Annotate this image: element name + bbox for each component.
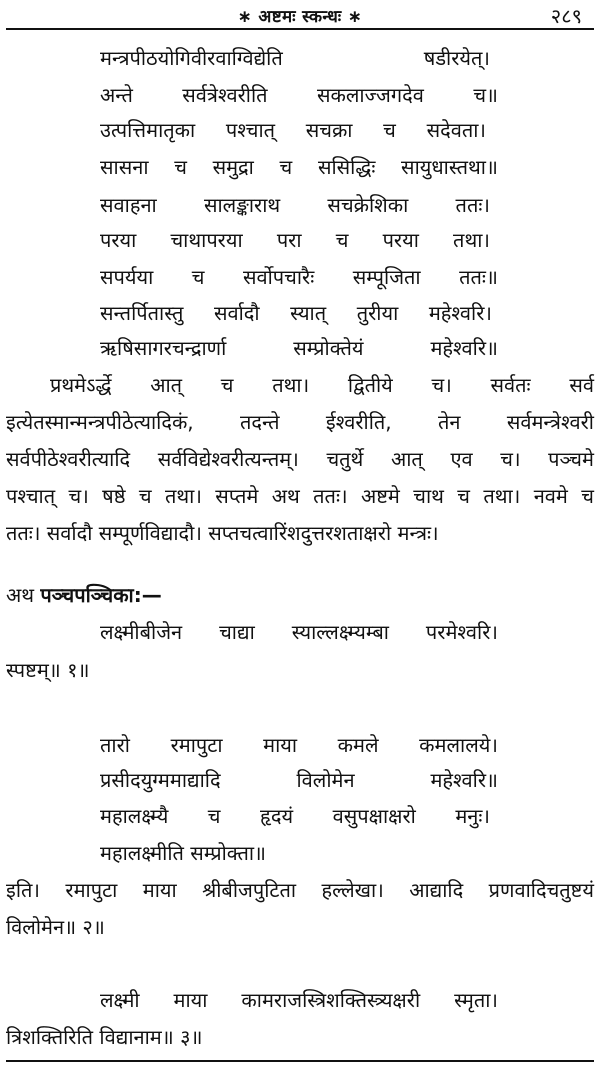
section-heading-title: पञ्चपञ्चिका:— [40,583,162,607]
verse-line-5: सवाहना सालङ्काराथ सचक्रेशिका ततः। [100,193,490,217]
commentary-line-2: इत्येतस्मान्मन्त्रपीठेत्यादिकं, तदन्ते ईश्वरीति, तेन सर्वमन्त्रेश्वरी [6,410,594,434]
commentary-line-4: पश्चात् च। षष्ठे च तथा। सप्तमे अथ ततः। अष्टमे चाथ च तथा। नवमे च [6,484,594,508]
commentary-line-5: ततः। सर्वादौ सम्पूर्णविद्यादौ। सप्तचत्वारिंशदुत्तरशताक्षरो मन्त्रः। [6,521,439,545]
verse-line-8: सन्तर्पितास्तु सर्वादौ स्यात् तुरीया महेश्वरि। [100,301,492,325]
verse-line-3: उत्पत्तिमातृका पश्चात् सचक्रा च सदेवता। [100,118,486,142]
verse-line-4: सासना च समुद्रा च ससिद्धिः सायुधास्तथा॥ [100,155,498,179]
running-head: ∗ अष्टमः स्कन्धः ∗ [237,7,363,27]
verse-pp-3: लक्ष्मी माया कामराजस्त्रिशक्तिस्त्र्यक्षरी स्मृता। [100,988,498,1012]
verse-pp-1: लक्ष्मीबीजेन चाद्या स्याल्लक्ष्म्यम्बा परमेश्वरि। [100,620,498,644]
page-number: २८९ [550,4,582,28]
note-3: त्रिशक्तिरिति विद्यानाम॥ ३॥ [6,1025,203,1049]
verse-pp-2-line-3: महालक्ष्म्यै च हृदयं वसुपक्षाक्षरो मनुः। [100,804,490,828]
commentary-2-line-1: इति। रमापुटा माया श्रीबीजपुटिता हल्लेखा। आद्यादि प्रणवादिचतुष्टयं [6,878,594,902]
verse-pp-2-line-4: महालक्ष्मीति सम्प्रोक्ता॥ [100,841,267,865]
verse-line-1: मन्त्रपीठयोगिवीरवाग्विद्येति षडीरयेत्। [100,46,490,70]
commentary-line-3: सर्वपीठेश्वरीत्यादि सर्वविद्येश्वरीत्यन्तम्। चतुर्थे आत् एव च। पञ्चमे [6,447,594,471]
verse-line-6: परया चाथापरया परा च परया तथा। [100,228,490,252]
commentary-line-1: प्रथमेऽर्द्धे आत् च तथा। द्वितीये च। सर्वतः सर्व [50,373,594,397]
verse-line-7: सपर्यया च सर्वोपचारैः सम्पूजिता ततः॥ [100,265,498,289]
verse-pp-2-line-2: प्रसीदयुग्ममाद्यादि विलोमेन महेश्वरि॥ [100,768,498,792]
note-1: स्पष्टम्॥ १॥ [6,658,90,682]
footer-rule [6,1060,594,1062]
commentary-2-line-2: विलोमेन॥ २॥ [6,915,105,939]
header-rule [6,28,594,30]
verse-pp-2-line-1: तारो रमापुटा माया कमले कमलालये। [100,733,498,757]
verse-line-9: ऋषिसागरचन्द्रार्णा सम्प्रोक्तेयं महेश्वरि॥ [100,336,498,360]
section-heading: अथ पञ्चपञ्चिका:— [6,580,306,610]
verse-line-2: अन्ते सर्वत्रेश्वरीति सकलाज्जगदेव च॥ [100,83,498,107]
